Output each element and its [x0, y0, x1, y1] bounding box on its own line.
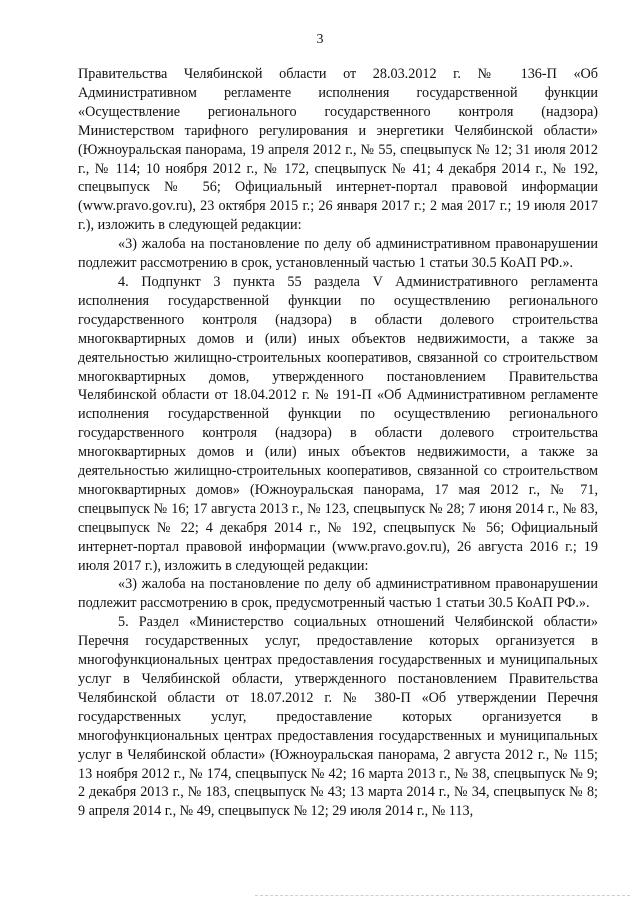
paragraph-item-4: 4. Подпункт 3 пункта 55 раздела V Административного регламента исполнения государственной функции по осуществлению регионального государственного контроля (надзора) в области долевого строительства многоквартирных домов и (или) иных объектов недвижимости, а также за деятельностью жилищно-строительных кооперативов, связанной со строительством многоквартирных домов, утвержденного постановлением Правительства Челябинской области от 18.04.2012 г. № 191-П «Об Административном регламенте исполнения государственной функции по осуществлению регионального государственного контроля (надзора) в области долевого строительства многоквартирных домов и (или) иных объектов недвижимости, а также за деятельностью жилищно-строительных кооперативов, связанной со строительством многоквартирных домов» (Южноуральская панорама, 17 мая 2012 г., № 71, спецвыпуск № 16; 17 августа 2013 г., № 123, спецвыпуск № 28; 7 июня 2014 г., № 83, спецвыпуск № 22; 4 декабря 2014 г., № 192, спецвыпуск № 56; Официальный интернет-портал правовой информации (www.pravo.gov.ru), 26 августа 2016 г.; 19 июля 2017 г.), изложить в следующей редакции:: [78, 273, 598, 574]
document-body: [78, 65, 598, 821]
paragraph-item-5: 5. Раздел «Министерство социальных отношений Челябинской области» Перечня государственных услуг, предоставление которых организуется в многофункциональных центрах предоставления государственных и муниципальных услуг в Челябинской области, утвержденного постановлением Правительства Челябинской области от 18.07.2012 г. № 380-П «Об утверждении Перечня государственных услуг, предоставление которых организуется в многофункциональных центрах предоставления государственных и муниципальных услуг в Челябинской области» (Южноуральская панорама, 2 августа 2012 г., № 115; 13 ноября 2012 г., № 174, спецвыпуск № 42; 16 марта 2013 г., № 38, спецвыпуск № 9; 2 декабря 2013 г., № 183, спецвыпуск № 43; 13 марта 2014 г., № 34, спецвыпуск № 8; 9 апреля 2014 г., № 49, спецвыпуск № 12; 29 июля 2014 г., № 113,: [78, 614, 598, 820]
paragraph-quote-3-first: «3) жалоба на постановление по делу об административном правонарушении подлежит рассмотрению в срок, установленный частью 1 статьи 30.5 КоАП РФ.».: [78, 236, 598, 272]
page-number: 3: [316, 32, 324, 47]
paragraph-quote-3-second: «3) жалоба на постановление по делу об административном правонарушении подлежит рассмотрению в срок, предусмотренный частью 1 статьи 30.5 КоАП РФ.».: [78, 576, 598, 612]
scan-edge-divider: [255, 895, 630, 896]
paragraph-continuation: Правительства Челябинской области от 28.03.2012 г. № 136-П «Об Административном регламенте исполнения государственной функции «Осуществление регионального государственного контроля (надзора) Министерством тарифного регулирования и энергетики Челябинской области» (Южноуральская панорама, 19 апреля 2012 г., № 55, спецвыпуск № 12; 31 июля 2012 г., № 114; 10 ноября 2012 г., № 172, спецвыпуск № 41; 4 декабря 2014 г., № 192, спецвыпуск № 56; Официальный интернет-портал правовой информации (www.pravo.gov.ru), 23 октября 2015 г.; 26 января 2017 г.; 2 мая 2017 г.; 19 июля 2017 г.), изложить в следующей редакции:: [78, 66, 598, 234]
